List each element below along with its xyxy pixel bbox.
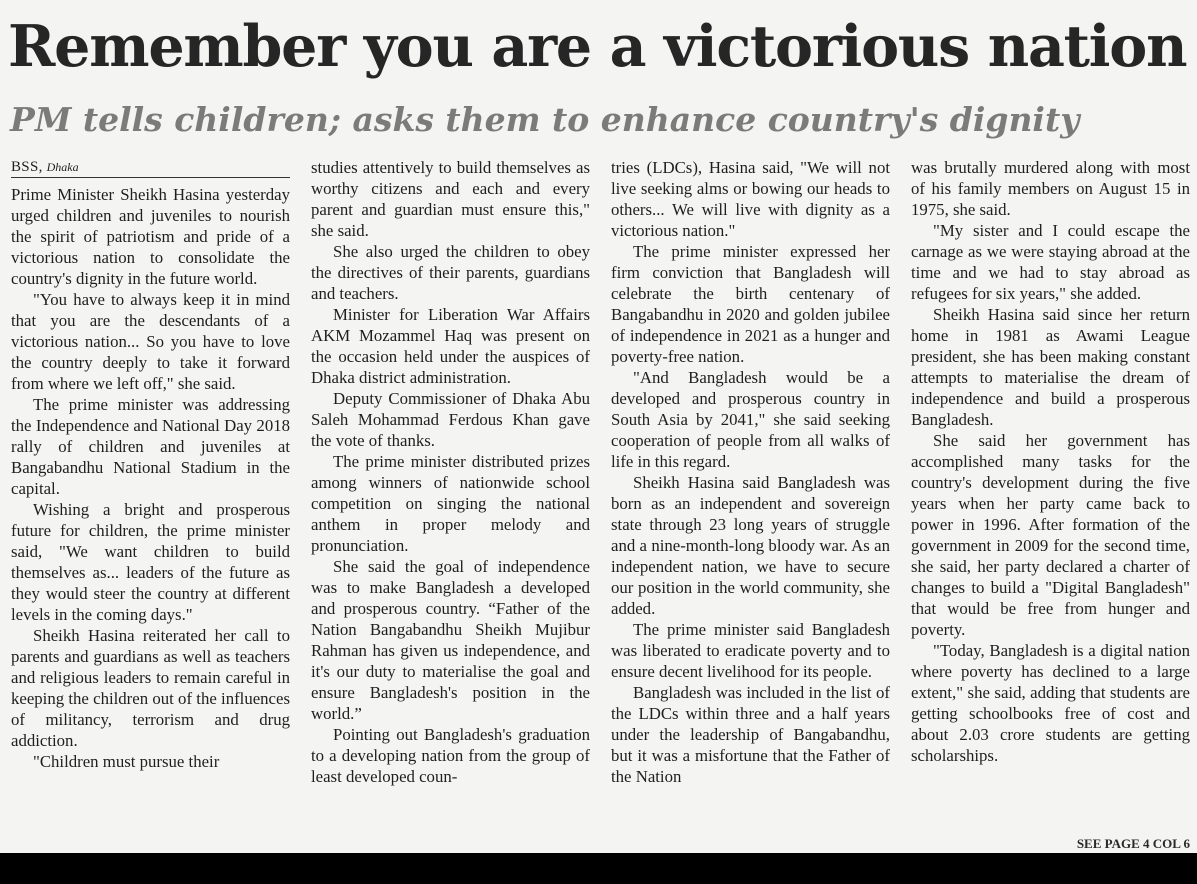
- bottom-black-bar: [0, 853, 1197, 884]
- byline-agency: BSS,: [11, 159, 43, 175]
- paragraph: tries (LDCs), Hasina said, "We will not live seeking alms or bowing our heads to others... We will live with dignity as a victorious nation.": [611, 158, 890, 240]
- paragraph: was brutally murdered along with most of his family members on August 15 in 1975, she said.: [911, 158, 1190, 219]
- paragraph: The prime minister said Bangladesh was liberated to eradicate poverty and to ensure decent livelihood for its people.: [611, 620, 890, 681]
- paragraph: She also urged the children to obey the directives of their parents, guardians and teachers.: [311, 242, 590, 303]
- paragraph: Minister for Liberation War Affairs AKM Mozammel Haq was present on the occasion held under the auspices of Dhaka district administration.: [311, 305, 590, 387]
- article-column-2: [311, 157, 590, 853]
- paragraph: The prime minister expressed her firm conviction that Bangladesh will celebrate the birth centenary of Bangabandhu in 2020 and golden jubilee of independence in 2021 as a hunger and poverty-free nation.: [611, 242, 890, 366]
- byline: [11, 157, 290, 178]
- article-column-3: [611, 157, 890, 853]
- paragraph: Sheikh Hasina said since her return home in 1981 as Awami League president, she has been making constant attempts to materialise the dream of independence and build a prosperous Bangladesh.: [911, 305, 1190, 429]
- article-column-1: [11, 157, 290, 853]
- paragraph: "My sister and I could escape the carnage as we were staying abroad at the time and we had to stay abroad as refugees for six years," she added.: [911, 221, 1190, 303]
- paragraph: Wishing a bright and prosperous future for children, the prime minister said, "We want children to build themselves as... leaders of the future as they would steer the country at different levels in the coming days.": [11, 500, 290, 624]
- continuation-jump-line: SEE PAGE 4 COL 6: [1076, 836, 1190, 851]
- paragraph: She said her government has accomplished many tasks for the country's development during the five years when her party came back to power in 1996. After formation of the government in 2009 for the second time, she said, her party declared a charter of changes to build a "Digital Bangladesh" that would be free from hunger and poverty.: [911, 431, 1190, 639]
- paragraph: Sheikh Hasina said Bangladesh was born as an independent and sovereign state through 23 long years of struggle and a nine-month-long bloody war. As an independent nation, we have to secure our position in the world community, she added.: [611, 473, 890, 618]
- paragraph: Prime Minister Sheikh Hasina yesterday urged children and juveniles to nourish the spirit of patriotism and pride of a victorious nation to consolidate the country's dignity in the future world.: [11, 185, 290, 288]
- article-column-4: [911, 157, 1190, 853]
- subheadline: PM tells children; asks them to enhance country's dignity: [10, 100, 1080, 139]
- headline: Remember you are a victorious nation: [8, 13, 1187, 80]
- paragraph: studies attentively to build themselves as worthy citizens and each and every parent and guardian must ensure this," she said.: [311, 158, 590, 240]
- paragraph: Deputy Commissioner of Dhaka Abu Saleh Mohammad Ferdous Khan gave the vote of thanks.: [311, 389, 590, 450]
- paragraph: "Today, Bangladesh is a digital nation where poverty has declined to a large extent," she said, adding that students are getting schoolbooks free of cost and about 2.03 crore students are getting scholarships.: [911, 641, 1190, 765]
- byline-city: Dhaka: [46, 160, 79, 174]
- paragraph: Bangladesh was included in the list of the LDCs within three and a half years under the leadership of Bangabandhu, but it was a misfortune that the Father of the Nation: [611, 683, 890, 786]
- paragraph: "And Bangladesh would be a developed and prosperous country in South Asia by 2041," she said seeking cooperation of people from all walks of life in this regard.: [611, 368, 890, 471]
- paragraph: She said the goal of independence was to make Bangladesh a developed and prosperous country. “Father of the Nation Bangabandhu Sheikh Mujibur Rahman has given us independence, and it's our duty to materialise the goal and ensure Bangladesh's position in the world.”: [311, 557, 590, 723]
- paragraph: Pointing out Bangladesh's graduation to a developing nation from the group of least developed coun-: [311, 725, 590, 786]
- paragraph: Sheikh Hasina reiterated her call to parents and guardians as well as teachers and religious leaders to remain careful in keeping the children out of the influences of militancy, terrorism and drug addiction.: [11, 626, 290, 750]
- paragraph: The prime minister distributed prizes among winners of nationwide school competition on singing the national anthem in proper melody and pronunciation.: [311, 452, 590, 555]
- paragraph: "You have to always keep it in mind that you are the descendants of a victorious nation... So you have to love the country deeply to take it forward from where we left off," she said.: [11, 290, 290, 393]
- paragraph: "Children must pursue their: [33, 752, 220, 771]
- paragraph: The prime minister was addressing the Independence and National Day 2018 rally of children and juveniles at Bangabandhu National Stadium in the capital.: [11, 395, 290, 498]
